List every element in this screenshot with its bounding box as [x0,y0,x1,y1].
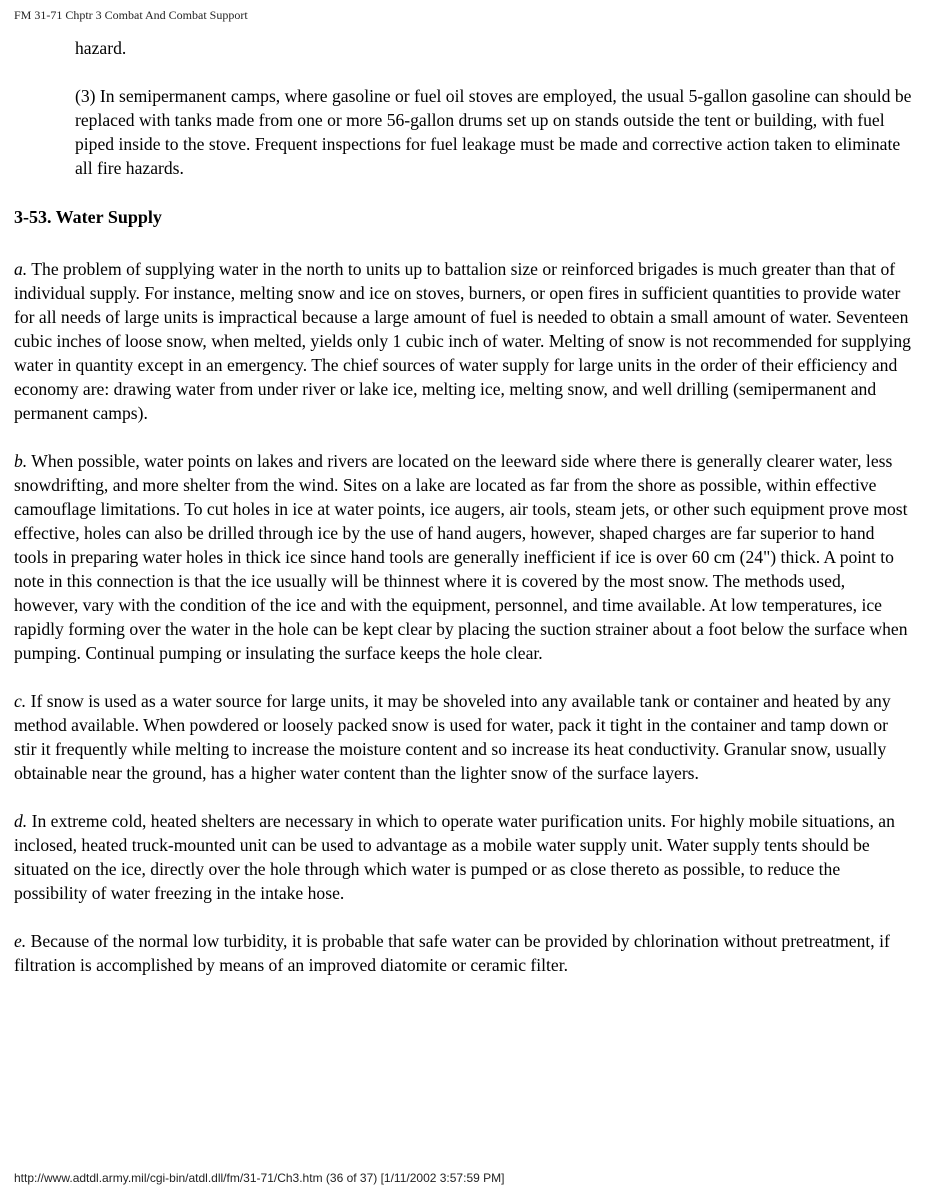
document-body [14,36,912,1001]
section-heading: 3-53. Water Supply [14,207,162,227]
paragraph-e [14,929,912,977]
paragraph-letter: d. [14,811,28,831]
running-header: FM 31-71 Chptr 3 Combat And Combat Support [14,8,248,22]
paragraph-letter: c. [14,691,27,711]
item-3-paragraph: (3) In semipermanent camps, where gasoline or fuel oil stoves are employed, the usual 5-gallon gasoline can should be replaced with tanks made from one or more 56-gallon drums set up on stands outside the tent or building, with fuel piped inside to the stove. Frequent inspections for fuel leakage must be made and corrective action taken to eliminate all fire hazards. [75,86,912,178]
paragraph-b [14,449,912,665]
paragraph-text: When possible, water points on lakes and rivers are located on the leeward side where there is generally clearer water, less snowdrifting, and more shelter from the wind. Sites on a lake are located as far from the shore as possible, within effective camouflage limitations. To cut holes in ice at water points, ice augers, air tools, steam jets, or other such equipment prove most effective, holes can also be drilled through ice by the use of hand augers, however, shaped charges are far superior to hand tools in preparing water holes in thick ice since hand tools are generally inefficient if ice is over 60 cm (24") thick. A point to note in this connection is that the ice usually will be thinnest where it is covered by the most snow. The methods used, however, vary with the condition of the ice and with the equipment, personnel, and time available. At low temperatures, ice rapidly forming over the water in the hole can be kept clear by placing the suction strainer about a foot below the surface when pumping. Continual pumping or insulating the surface keeps the hole clear. [14,451,908,663]
paragraph-letter: a. [14,259,28,279]
paragraph-text: In extreme cold, heated shelters are necessary in which to operate water purification units. For highly mobile situations, an inclosed, heated truck-mounted unit can be used to advantage as a mobile water supply unit. Water supply tents should be situated on the ice, directly over the hole through which water is pumped or as close thereto as possible, to reduce the possibility of water freezing in the intake hose. [14,811,895,903]
paragraph-letter: e. [14,931,27,951]
paragraph-d [14,809,912,905]
paragraph-letter: b. [14,451,28,471]
continued-text: hazard. [75,38,127,58]
paragraph-a [14,257,912,425]
paragraph-text: The problem of supplying water in the north to units up to battalion size or reinforced brigades is much greater than that of individual supply. For instance, melting snow and ice on stoves, burners, or open fires in sufficient quantities to provide water for all needs of large units is impractical because a large amount of fuel is needed to obtain a small amount of water. Seventeen cubic inches of loose snow, when melted, yields only 1 cubic inch of water. Melting of snow is not recommended for supplying water in quantity except in an emergency. The chief sources of water supply for large units in the order of their efficiency and economy are: drawing water from under river or lake ice, melting ice, melting snow, and well drilling (semipermanent and permanent camps). [14,259,911,423]
page-footer-url: http://www.adtdl.army.mil/cgi-bin/atdl.dll/fm/31-71/Ch3.htm (36 of 37) [1/11/2002 3:57:59 PM] [14,1171,505,1185]
paragraph-text: If snow is used as a water source for large units, it may be shoveled into any available tank or container and heated by any method available. When powdered or loosely packed snow is used for water, pack it tight in the container and tamp down or stir it frequently while melting to increase the moisture content and so increase its heat conductivity. Granular snow, usually obtainable near the ground, has a higher water content than the lighter snow of the surface layers. [14,691,891,783]
paragraph-text: Because of the normal low turbidity, it is probable that safe water can be provided by chlorination without pretreatment, if filtration is accomplished by means of an improved diatomite or ceramic filter. [14,931,890,975]
paragraph-c [14,689,912,785]
